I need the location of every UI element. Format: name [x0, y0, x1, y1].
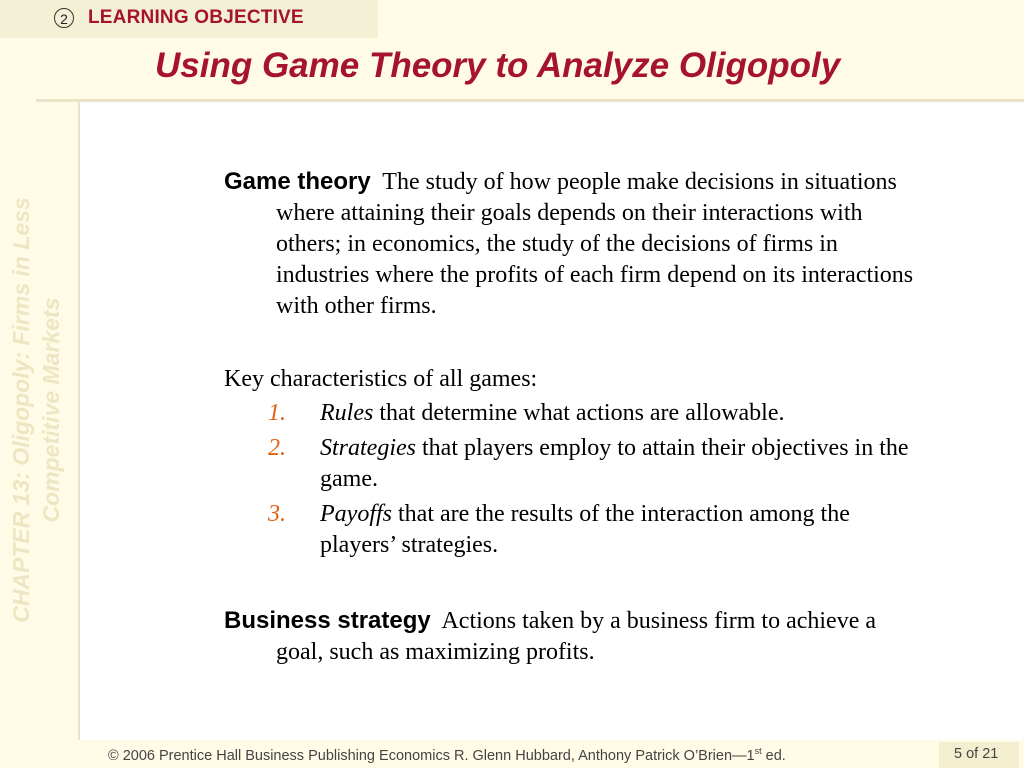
game-theory-term: Game theory: [224, 168, 371, 195]
slide-body: [224, 166, 924, 668]
game-theory-text: The study of how people make decisions in situations where attaining their goals depends on their interactions with others; in economics, the study of the decisions of firms in industries where the profits of each firm depend on its interactions with other firms.: [276, 169, 914, 319]
characteristic-term: Payoffs: [320, 501, 392, 527]
list-item: [224, 398, 924, 429]
characteristic-text: that are the results of the interaction among the players’ strategies.: [320, 501, 850, 558]
business-strategy-text: Actions taken by a business firm to achieve a goal, such as maximizing profits.: [276, 608, 876, 665]
list-number: 3.: [268, 501, 286, 527]
page-number: 5 of 21: [954, 746, 999, 762]
slide-title: Using Game Theory to Analyze Oligopoly: [155, 46, 841, 85]
chapter-title-line1: CHAPTER 13: Oligopoly: Firms in Less: [8, 197, 34, 623]
characteristic-text: that players employ to attain their objectives in the game.: [320, 435, 909, 492]
footer-credit-main: © 2006 Prentice Hall Business Publishing Economics R. Glenn Hubbard, Anthony Patrick O’Brien—1: [108, 747, 755, 764]
footer-credit-superscript: st: [754, 746, 762, 756]
objective-number-badge: 2: [54, 8, 74, 28]
list-item: [224, 499, 924, 561]
chapter-title-line2: Competitive Markets: [38, 297, 64, 523]
business-strategy-term: Business strategy: [224, 607, 431, 634]
footer-credit: [108, 746, 786, 764]
characteristics-list: [224, 398, 924, 561]
characteristic-term: Rules: [320, 400, 374, 426]
game-theory-definition: [224, 166, 924, 322]
characteristic-term: Strategies: [320, 435, 416, 461]
learning-objective-label: LEARNING OBJECTIVE: [88, 7, 304, 28]
list-number: 2.: [268, 435, 286, 461]
header-divider: [36, 99, 1024, 102]
footer-credit-end: ed.: [761, 747, 786, 764]
list-item: [224, 433, 924, 495]
chapter-sidebar-title: [6, 160, 66, 660]
characteristic-text: that determine what actions are allowable.: [379, 400, 785, 426]
business-strategy-definition: [224, 605, 924, 668]
list-number: 1.: [268, 400, 286, 426]
sidebar-divider: [78, 100, 80, 740]
key-characteristics-intro: Key characteristics of all games:: [224, 366, 538, 392]
